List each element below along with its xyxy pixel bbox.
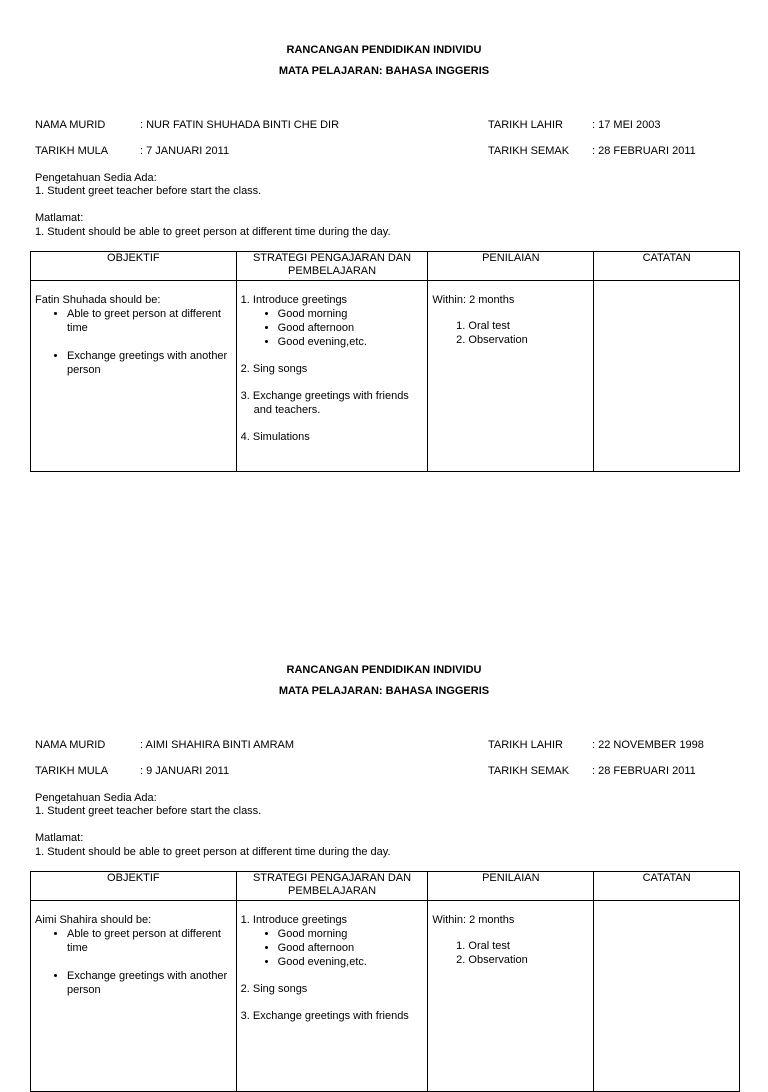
prior-knowledge-item: 1. Student greet teacher before start the class. (35, 805, 262, 817)
objektif-list (35, 307, 232, 377)
penilaian-cell (428, 901, 594, 1092)
strategi-cell (236, 901, 428, 1092)
list-item: • Good morning (278, 927, 424, 941)
birth-date-value: : 17 MEI 2003 (592, 119, 661, 131)
birth-date-label: TARIKH LAHIR (488, 119, 563, 131)
student-name-value: : NUR FATIN SHUHADA BINTI CHE DIR (140, 119, 340, 131)
review-date-label: TARIKH SEMAK (488, 765, 570, 777)
list-item: • Exchange greetings with another person (67, 349, 232, 377)
list-item: • Good morning (278, 307, 424, 321)
assessment-list (432, 319, 589, 347)
objektif-cell (31, 281, 237, 472)
subject-title: MATA PELAJARAN: BAHASA INGGERIS (278, 685, 490, 697)
plan-table (30, 871, 740, 1092)
list-item: • Exchange greetings with another person (67, 969, 232, 997)
list-item: • Able to greet person at different time (67, 307, 232, 335)
prior-knowledge-item: 1. Student greet teacher before start the class. (35, 185, 262, 197)
header-objektif: OBJEKTIF (31, 872, 237, 901)
greetings-list (241, 307, 424, 349)
document-title: RANCANGAN PENDIDIKAN INDIVIDU (286, 664, 482, 676)
birth-date-label: TARIKH LAHIR (488, 739, 563, 751)
table-header-row (31, 872, 740, 901)
header-strategi: STRATEGI PENGAJARAN DAN PEMBELAJARAN (236, 252, 428, 281)
table-header-row (31, 252, 740, 281)
strategi-cell (236, 281, 428, 472)
goal-item: 1. Student should be able to greet person at different time during the day. (35, 846, 391, 858)
list-item: • Good evening,etc. (278, 335, 424, 349)
header-strategi: STRATEGI PENGAJARAN DAN PEMBELAJARAN (236, 872, 428, 901)
birth-date-value: : 22 NOVEMBER 1998 (592, 739, 704, 751)
header-catatan: CATATAN (594, 872, 740, 901)
review-date-value: : 28 FEBRUARI 2011 (592, 145, 696, 157)
header-objektif: OBJEKTIF (31, 252, 237, 281)
start-date-value: : 9 JANUARI 2011 (140, 765, 230, 777)
header-penilaian: PENILAIAN (428, 252, 594, 281)
start-date-value: : 7 JANUARI 2011 (140, 145, 230, 157)
strategy-step: 4. Simulations (240, 431, 310, 443)
strategy-step: 2. Sing songs (240, 363, 308, 375)
list-item: 1. Oral test (468, 939, 589, 953)
list-item: 2. Observation (468, 953, 589, 967)
objektif-cell (31, 901, 237, 1092)
table-row (31, 281, 740, 472)
list-item: 2. Observation (468, 333, 589, 347)
prior-knowledge-heading: Pengetahuan Sedia Ada: (35, 172, 157, 184)
greetings-list (241, 927, 424, 969)
catatan-cell (594, 901, 740, 1092)
document-title: RANCANGAN PENDIDIKAN INDIVIDU (286, 44, 482, 56)
list-item: • Good evening,etc. (278, 955, 424, 969)
goal-item: 1. Student should be able to greet person at different time during the day. (35, 226, 391, 238)
list-item: • Able to greet person at different time (67, 927, 232, 955)
objektif-intro: Fatin Shuhada should be: (35, 294, 161, 306)
strategy-step: 1. Introduce greetings (240, 914, 348, 926)
catatan-cell (594, 281, 740, 472)
review-date-label: TARIKH SEMAK (488, 145, 570, 157)
strategy-step: 3. Exchange greetings with friends (240, 390, 409, 402)
strategy-step: 1. Introduce greetings (240, 294, 348, 306)
review-date-value: : 28 FEBRUARI 2011 (592, 765, 696, 777)
prior-knowledge-heading: Pengetahuan Sedia Ada: (35, 792, 157, 804)
objektif-list (35, 927, 232, 997)
strategy-step: 2. Sing songs (240, 983, 308, 995)
list-item: 1. Oral test (468, 319, 589, 333)
objektif-intro: Aimi Shahira should be: (35, 914, 152, 926)
assessment-list (432, 939, 589, 967)
penilaian-intro: Within: 2 months (432, 294, 515, 306)
penilaian-intro: Within: 2 months (432, 914, 515, 926)
strategy-step: 3. Exchange greetings with friends (240, 1010, 409, 1022)
goal-heading: Matlamat: (35, 832, 84, 844)
strategy-step-continued: and teachers. (253, 404, 321, 416)
start-date-label: TARIKH MULA (35, 145, 109, 157)
header-catatan: CATATAN (594, 252, 740, 281)
goal-heading: Matlamat: (35, 212, 84, 224)
subject-title: MATA PELAJARAN: BAHASA INGGERIS (278, 65, 490, 77)
plan-table (30, 251, 740, 472)
list-item: • Good afternoon (278, 941, 424, 955)
student-name-label: NAMA MURID (35, 119, 106, 131)
list-item: • Good afternoon (278, 321, 424, 335)
student-name-label: NAMA MURID (35, 739, 106, 751)
header-penilaian: PENILAIAN (428, 872, 594, 901)
table-row (31, 901, 740, 1092)
penilaian-cell (428, 281, 594, 472)
start-date-label: TARIKH MULA (35, 765, 109, 777)
student-name-value: : AIMI SHAHIRA BINTI AMRAM (140, 739, 295, 751)
